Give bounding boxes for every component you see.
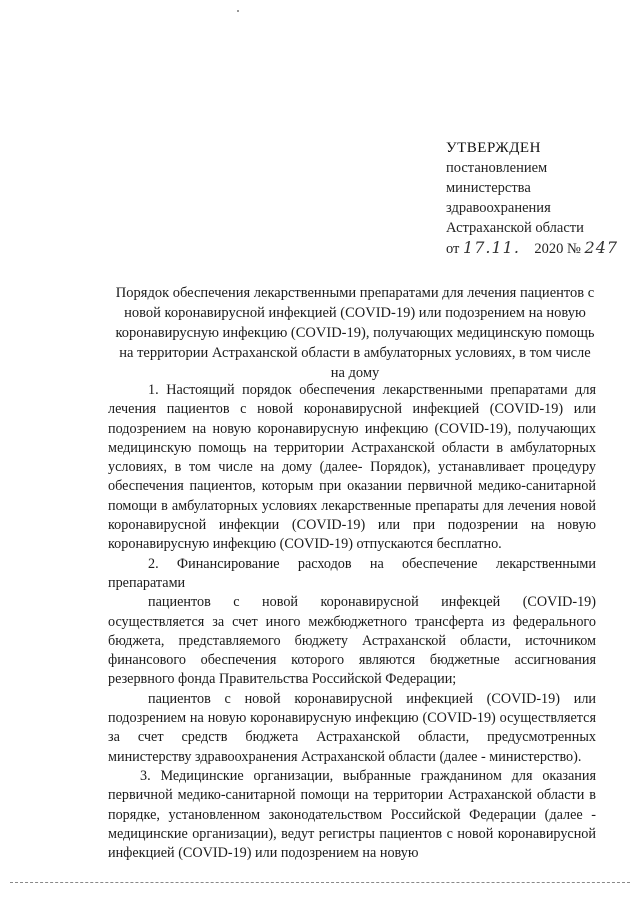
scan-speck	[237, 10, 239, 12]
paragraph-2b: пациентов с новой коронавирусной инфекцией (COVID-19) или подозрением на новую коронавирусную инфекцию (COVID-19) осуществляется за счет средств бюджета Астраханской области, предусмотренных министерству здравоохранения Астраханской области (далее - министерство).	[108, 690, 596, 765]
scan-edge-line	[10, 882, 630, 883]
title-line: на дому	[330, 365, 380, 381]
title-line: новой коронавирусной инфекцией (COVID-19) или подозрением на новую	[124, 305, 586, 321]
title-line: Порядок обеспечения лекарственными препаратами для лечения пациентов с	[115, 285, 595, 301]
paragraph-2a: пациентов с новой коронавирусной инфекцей (COVID-19) осуществляется за счет иного межбюджетного трансферта из федерального бюджета, представляемого бюджету Астраханской области, источником финансового обеспечения которого являются бюджетные ассигнования резервного фонда Правительства Российской Федерации;	[108, 594, 596, 688]
document-body	[108, 381, 596, 863]
paragraph-1: 1. Настоящий порядок обеспечения лекарственными препаратами для лечения пациентов с новой коронавирусной инфекцией (COVID-19) или подозрением на новую коронавирусную инфекцию (COVID-19), получающих медицинскую помощь на территории Астраханской области в амбулаторных условиях, в том числе на дому (далее- Порядок), устанавливает процедуру обеспечения пациентов, которым при оказании первичной медико-санитарной помощи в амбулаторных условиях лекарственные препараты для лечения новой коронавирусной инфекции (COVID-19) или при подозрении на новую коронавирусную инфекцию (COVID-19) отпускаются бесплатно.	[108, 382, 596, 553]
paragraph-2: 2. Финансирование расходов на обеспечение лекарственными препаратами	[108, 555, 596, 591]
handwritten-date: 17.11.	[463, 238, 520, 257]
decree-year: 2020	[534, 241, 564, 257]
document-title	[110, 283, 600, 383]
decree-date-number	[446, 238, 626, 258]
handwritten-number: 247	[584, 238, 619, 257]
number-sign: №	[567, 241, 581, 257]
title-line: коронавирусную инфекцию (COVID-19), получающих медицинскую помощь	[115, 325, 595, 341]
approval-block	[446, 138, 626, 238]
approval-line: Астраханской области	[446, 220, 584, 236]
approval-line: постановлением	[446, 160, 548, 176]
paragraph-3: 3. Медицинские организации, выбранные гражданином для оказания первичной медико-санитарной помощи на территории Астраханской области в порядке, установленном законодательством Российской Федерации (далее - медицинские организации), ведут регистры пациентов с новой коронавирусной инфекцией (COVID-19) или подозрением на новую	[108, 767, 596, 862]
approval-line: здравоохранения	[446, 200, 551, 216]
approval-line: министерства	[446, 180, 531, 196]
approval-title: УТВЕРЖДЕН	[446, 140, 541, 156]
date-prefix: от	[446, 241, 460, 257]
title-line: на территории Астраханской области в амбулаторных условиях, в том числе	[119, 345, 591, 361]
